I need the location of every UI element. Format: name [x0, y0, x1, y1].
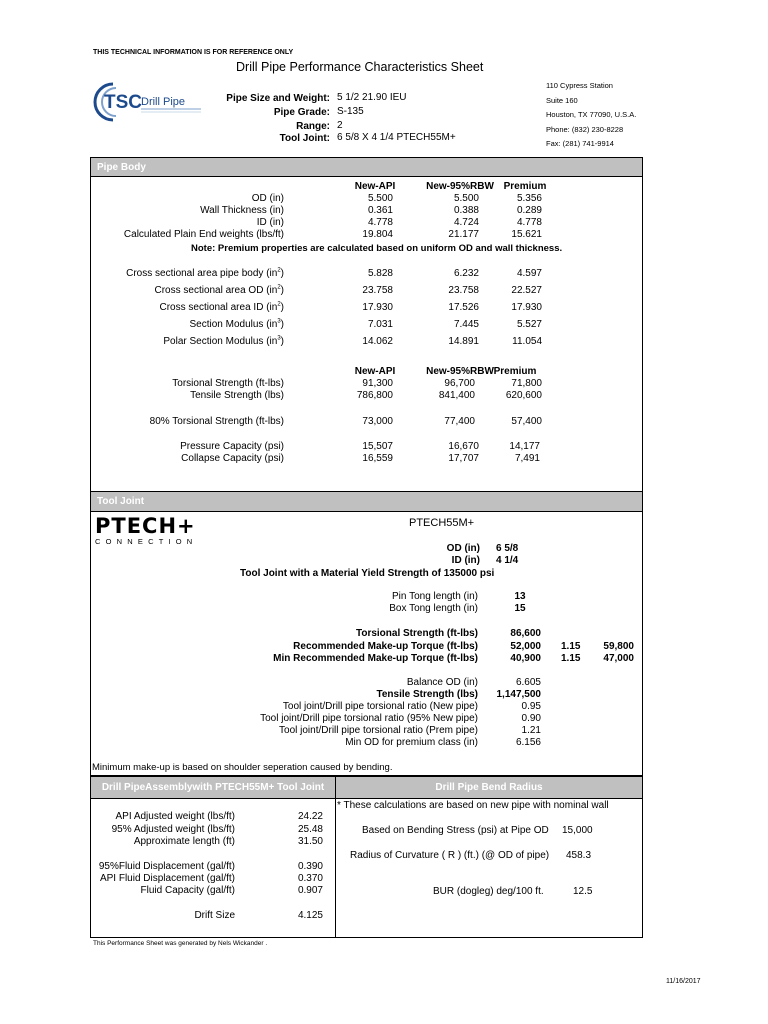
spec-value-range: 2	[337, 120, 343, 131]
tj-tensile-label: Tensile Strength (lbs)	[376, 689, 478, 700]
row-value: 620,600	[505, 390, 542, 401]
tj-min-torque-pipe: 47,000	[603, 653, 634, 664]
row-value: 7.031	[367, 319, 393, 330]
row-value: 786,800	[356, 390, 393, 401]
tj-pin-value: 13	[514, 591, 526, 602]
row-value: 6.232	[453, 268, 479, 279]
row-value: 7.445	[453, 319, 479, 330]
row-label	[100, 416, 284, 427]
row-value: 19.804	[362, 229, 393, 240]
ptech-logo-text: PTECH+	[95, 514, 196, 538]
row-value: 57,400	[511, 416, 542, 427]
tj-torsional-value: 86,600	[510, 628, 541, 639]
col-header-new-api: New-API	[354, 181, 396, 192]
row-value: 5.356	[516, 193, 542, 204]
row-label	[100, 193, 284, 204]
row-label-text: Torsional Strength (ft-lbs)	[172, 378, 284, 389]
disclaimer: THIS TECHNICAL INFORMATION IS FOR REFERENCE ONLY	[93, 49, 294, 56]
row-label	[100, 217, 284, 228]
bend-note: * These calculations are based on new pipe with nominal wall	[337, 800, 609, 811]
bend-bur-value: 12.5	[573, 886, 593, 897]
tj-ratio-new-value: 0.95	[521, 701, 541, 712]
row-value: 91,300	[362, 378, 393, 389]
row-value: 4.724	[453, 217, 479, 228]
col-header-premium: Premium	[503, 181, 547, 192]
row-value: 14.891	[448, 336, 479, 347]
row-value: 14.062	[362, 336, 393, 347]
row-label-exponent: 3	[277, 318, 281, 325]
tj-ratio-new-label: Tool joint/Drill pipe torsional ratio (New pipe)	[282, 701, 478, 712]
row-label-exponent: 2	[277, 301, 281, 308]
tsc-logo	[91, 79, 206, 125]
assembly-row-value: 24.22	[297, 811, 323, 822]
row-label-text: Cross sectional area pipe body (in	[126, 268, 278, 279]
tj-min-torque-label: Min Recommended Make-up Torque (ft-lbs)	[273, 653, 478, 664]
tj-tensile-value: 1,147,500	[496, 689, 541, 700]
bend-radius-value: 458.3	[566, 850, 592, 861]
spec-label-range: Range:	[296, 121, 330, 132]
tj-min-torque-value: 40,900	[510, 653, 541, 664]
row-label-text: Cross sectional area OD (in	[154, 285, 278, 296]
row-value: 4.778	[367, 217, 393, 228]
row-value: 22.527	[511, 285, 542, 296]
assembly-row-label: Approximate length (ft)	[133, 836, 235, 847]
tj-minod-value: 6.156	[515, 737, 541, 748]
assembly-row-value: 31.50	[297, 836, 323, 847]
row-label-text: Cross sectional area ID (in	[159, 302, 278, 313]
row-value: 17.930	[511, 302, 542, 313]
row-label-exponent: 2	[277, 284, 281, 291]
tj-ratio-95-label: Tool joint/Drill pipe torsional ratio (95% New pipe)	[260, 713, 478, 724]
row-label	[100, 453, 284, 464]
tj-rec-torque-pipe: 59,800	[603, 641, 634, 652]
assembly-row-value: 4.125	[297, 910, 323, 921]
assembly-row-label: 95% Adjusted weight (lbs/ft)	[111, 824, 235, 835]
row-value: 23.758	[362, 285, 393, 296]
row-label: Cross sectional area pipe body $(in^2)$	[126, 267, 284, 279]
row-value: 17,707	[448, 453, 479, 464]
row-value: 5.527	[516, 319, 542, 330]
page-title: Drill Pipe Performance Characteristics Sheet	[236, 60, 484, 74]
row-value: 4.597	[516, 268, 542, 279]
row-value: 5.828	[367, 268, 393, 279]
row-value: 77,400	[444, 416, 475, 427]
print-date: 11/16/2017	[666, 978, 701, 985]
logo-sub-text: Drill Pipe	[141, 96, 186, 108]
tool-joint-label: Tool Joint	[97, 496, 145, 507]
row-value: 4.778	[516, 217, 542, 228]
logo-text: TSC	[104, 92, 142, 113]
address-line: Houston, TX 77090, U.S.A.	[546, 110, 637, 119]
tj-pin-label: Pin Tong length (in)	[392, 591, 478, 602]
assembly-header-label: Drill PipeAssemblywith PTECH55M+ Tool Joint	[101, 782, 325, 793]
assembly-row-label: Fluid Capacity (gal/ft)	[140, 885, 235, 896]
assembly-row-label: API Fluid Displacement (gal/ft)	[99, 873, 235, 884]
row-label: Cross sectional area ID $(in^2)$	[159, 301, 284, 313]
row-value: 15.621	[511, 229, 542, 240]
row-label-text: Collapse Capacity (psi)	[181, 453, 284, 464]
row-value: 15,507	[362, 441, 393, 452]
row-label-text: Pressure Capacity (psi)	[180, 441, 284, 452]
assembly-row-value: 0.390	[297, 861, 323, 872]
row-value: 17.930	[362, 302, 393, 313]
company-address	[546, 79, 636, 152]
col-header-new-api: New-API	[354, 366, 396, 377]
row-label	[100, 378, 284, 389]
row-value: 16,670	[448, 441, 479, 452]
tj-od-label: OD (in)	[446, 543, 480, 554]
row-label	[100, 390, 284, 401]
bend-bur-label: BUR (dogleg) deg/100 ft.	[433, 886, 544, 897]
assembly-row-label: API Adjusted weight (lbs/ft)	[115, 811, 235, 822]
row-value: 16,559	[362, 453, 393, 464]
tj-footnote: Minimum make-up is based on shoulder seperation caused by bending.	[92, 762, 393, 773]
spec-value-size: 5 1/2 21.90 IEU	[337, 92, 407, 103]
tj-id-label: ID (in)	[451, 555, 480, 566]
bend-header-label: Drill Pipe Bend Radius	[435, 782, 543, 793]
row-value: 0.289	[516, 205, 542, 216]
row-value: 73,000	[362, 416, 393, 427]
row-label-text: OD (in)	[251, 193, 284, 204]
address-line: Suite 160	[546, 95, 578, 105]
col-header-new-95rbw: New-95%RBW	[426, 181, 494, 192]
spec-value-tooljoint: 6 5/8 X 4 1/4 PTECH55M+	[337, 132, 456, 143]
address-line: 110 Cypress Station	[546, 81, 613, 90]
row-label-text: Calculated Plain End weights (lbs/ft)	[123, 229, 284, 240]
row-label: Polar Section Modulus $(in^3)$	[163, 335, 284, 347]
row-label-text: ID (in)	[256, 217, 284, 228]
row-label-text: Polar Section Modulus (in	[163, 336, 278, 347]
pipe-body-label: Pipe Body	[97, 162, 146, 173]
tj-torsional-label: Torsional Strength (ft-lbs)	[355, 628, 478, 639]
row-label	[100, 441, 284, 452]
tool-joint-header	[91, 492, 642, 512]
col-header-premium: Premium	[493, 366, 537, 377]
tj-rec-torque-factor: 1.15	[561, 641, 581, 652]
tj-ratio-prem-label: Tool joint/Drill pipe torsional ratio (Prem pipe)	[279, 725, 478, 736]
tj-box-value: 15	[514, 603, 526, 614]
assembly-row-value: 0.370	[297, 873, 323, 884]
row-value: 11.054	[512, 336, 542, 347]
row-label	[100, 205, 284, 216]
tj-od-value: 6 5/8	[496, 543, 519, 554]
assembly-row-value: 25.48	[297, 824, 323, 835]
row-value: 23.758	[448, 285, 479, 296]
spec-label-grade: Pipe Grade:	[273, 107, 330, 118]
tj-ratio-prem-value: 1.21	[521, 725, 541, 736]
tj-rec-torque-value: 52,000	[510, 641, 541, 652]
row-value: 7,491	[514, 453, 540, 464]
tj-id-value: 4 1/4	[496, 555, 519, 566]
row-value: 5.500	[453, 193, 479, 204]
ptech-logo-sub: CONNECTION	[95, 537, 198, 546]
tool-joint-name: PTECH55M+	[409, 517, 475, 529]
col-header-new-95rbw: New-95%RBW	[426, 366, 494, 377]
row-label-exponent: 2	[277, 267, 281, 274]
row-label-text: Section Modulus (in	[189, 319, 278, 330]
address-line: Fax: (281) 741-9914	[546, 139, 614, 148]
row-value: 0.361	[367, 205, 393, 216]
row-value: 71,800	[511, 378, 542, 389]
tj-balance-value: 6.605	[515, 677, 541, 688]
premium-note: Note: Premium properties are calculated based on uniform OD and wall thickness.	[191, 243, 563, 254]
row-value: 0.388	[453, 205, 479, 216]
bend-stress-value: 15,000	[562, 825, 593, 836]
row-value: 841,400	[438, 390, 475, 401]
row-label-text: Tensile Strength (lbs)	[190, 390, 284, 401]
row-value: 14,177	[509, 441, 540, 452]
bend-stress-label: Based on Bending Stress (psi) at Pipe OD	[362, 825, 549, 836]
generated-by: This Performance Sheet was generated by Nels Wickander .	[93, 940, 268, 947]
row-label-text: 80% Torsional Strength (ft-lbs)	[149, 416, 284, 427]
row-value: 17.526	[448, 302, 479, 313]
row-label-text: Wall Thickness (in)	[200, 205, 284, 216]
tj-ratio-95-value: 0.90	[521, 713, 541, 724]
assembly-row-value: 0.907	[297, 885, 323, 896]
tj-minod-label: Min OD for premium class (in)	[345, 737, 478, 748]
row-label: Cross sectional area OD $(in^2)$	[154, 284, 284, 296]
tj-rec-torque-label: Recommended Make-up Torque (ft-lbs)	[293, 641, 478, 652]
assembly-row-label: 95%Fluid Displacement (gal/ft)	[98, 861, 235, 872]
tj-balance-label: Balance OD (in)	[406, 677, 478, 688]
bend-radius-label: Radius of Curvature ( R ) (ft.) (@ OD of pipe)	[350, 850, 550, 861]
spec-label-tooljoint: Tool Joint:	[279, 133, 330, 144]
tj-min-torque-factor: 1.15	[561, 653, 581, 664]
assembly-row-label: Drift Size	[194, 910, 235, 921]
tj-yield-note: Tool Joint with a Material Yield Strength of 135000 psi	[240, 568, 495, 579]
tj-box-label: Box Tong length (in)	[389, 603, 478, 614]
ptech-logo	[95, 515, 197, 546]
spec-value-grade: S-135	[337, 106, 364, 117]
row-label-exponent: 3	[277, 335, 281, 342]
row-value: 96,700	[444, 378, 475, 389]
address-line: Phone: (832) 230-8228	[546, 124, 624, 134]
row-label	[100, 229, 284, 240]
row-value: 21.177	[448, 229, 479, 240]
row-value: 5.500	[367, 193, 393, 204]
pipe-body-header	[91, 158, 642, 177]
section-divider	[335, 777, 336, 938]
spec-label-size: Pipe Size and Weight:	[226, 93, 330, 104]
row-label: Section Modulus $(in^3)$	[189, 318, 284, 330]
